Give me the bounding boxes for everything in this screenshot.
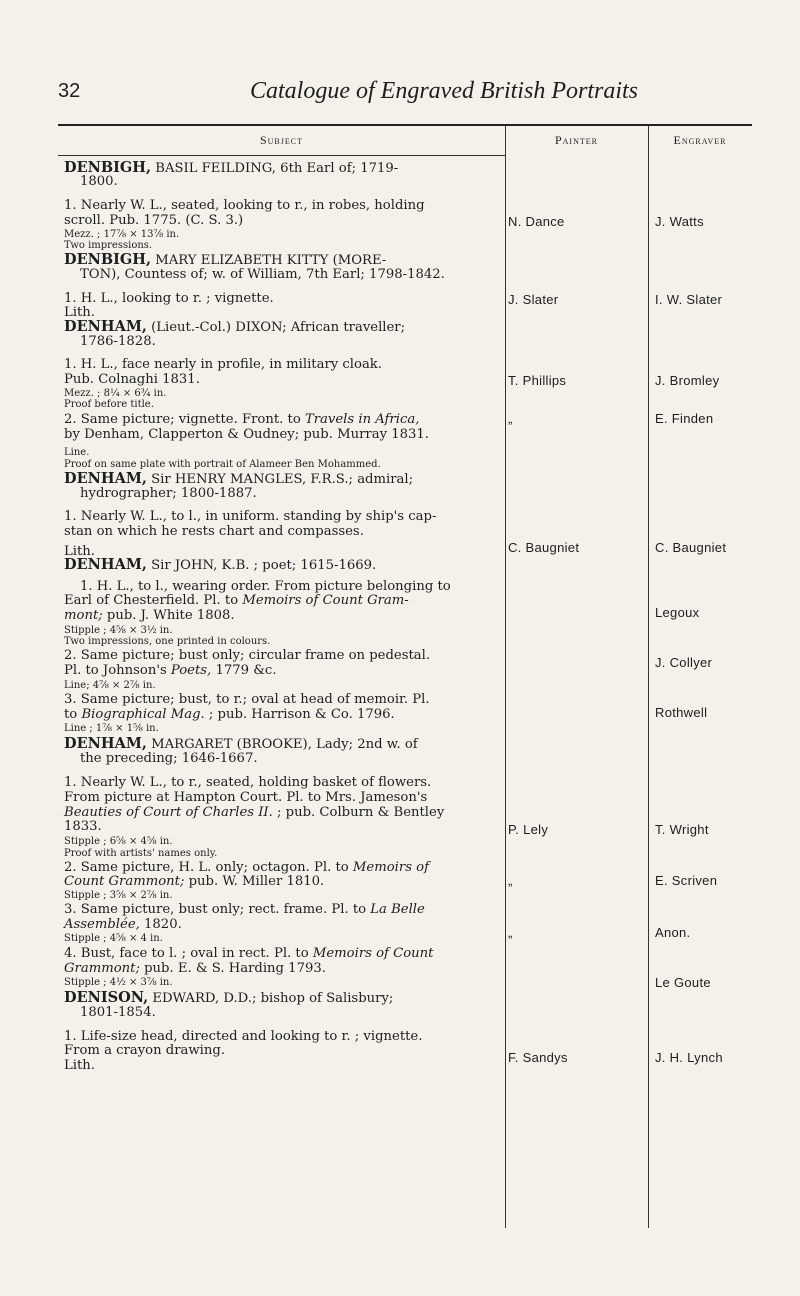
column-divider (505, 126, 506, 1228)
engraver-name: T. Wright (655, 822, 709, 837)
entry-line: Line. (64, 447, 90, 458)
painter-name: T. Phillips (508, 373, 567, 388)
entry-line: 1833. (64, 819, 102, 834)
entry-line: the preceding; 1646-1667. (80, 751, 258, 766)
entry-line: Stipple ; 3⅝ × 2⅞ in. (64, 890, 173, 901)
entry-heading: DENHAM, Sir JOHN, K.B. ; poet; 1615-1669. (64, 556, 377, 573)
entry-line: Assemblée, 1820. (64, 917, 182, 932)
painter-name: P. Lely (508, 822, 549, 837)
entry-heading: DENHAM, MARGARET (BROOKE), Lady; 2nd w. of (64, 735, 418, 752)
entry-line: Line; 4⅞ × 2⅞ in. (64, 680, 156, 691)
entry-line: Count Grammont; pub. W. Miller 1810. (64, 874, 325, 889)
engraver-name: Rothwell (655, 705, 708, 720)
painter-name: „ (508, 873, 513, 888)
entry-line: scroll. Pub. 1775. (C. S. 3.) (64, 213, 244, 228)
engraver-name: Anon. (655, 925, 691, 940)
entry-line: 1786-1828. (80, 334, 156, 349)
entry-heading: DENBIGH, MARY ELIZABETH KITTY (MORE- (64, 251, 387, 268)
entry-line: 1. Life-size head, directed and looking to r. ; vignette. (64, 1029, 423, 1044)
entry-line: Lith. (64, 305, 95, 320)
entry-line: Pub. Colnaghi 1831. (64, 372, 200, 387)
painter-name: „ (508, 411, 513, 426)
entry-line: Lith. (64, 544, 95, 559)
engraver-name: J. Bromley (655, 373, 720, 388)
entry-line: From picture at Hampton Court. Pl. to Mrs. Jameson's (64, 790, 428, 805)
engraver-name: J. Collyer (655, 655, 713, 670)
entry-line: 1. H. L., face nearly in profile, in military cloak. (64, 357, 382, 372)
entry-line: Two impressions, one printed in colours. (64, 636, 271, 647)
entry-line: by Denham, Clapperton & Oudney; pub. Murray 1831. (64, 427, 429, 442)
entry-heading: DENBIGH, BASIL FEILDING, 6th Earl of; 1719- (64, 159, 399, 176)
engraver-name: J. H. Lynch (655, 1050, 723, 1065)
painter-name: „ (508, 925, 513, 940)
entry-line: hydrographer; 1800-1887. (80, 486, 257, 501)
entry-line: Lith. (64, 1058, 95, 1073)
entry-line: 2. Same picture, H. L. only; octagon. Pl. to Memoirs of (64, 860, 429, 875)
entry-line: Earl of Chesterfield. Pl. to Memoirs of Count Gram- (64, 593, 409, 608)
entry-line: 2. Same picture; vignette. Front. to Travels in Africa, (64, 412, 420, 427)
engraver-name: Le Goute (655, 975, 711, 990)
entry-heading: DENHAM, Sir HENRY MANGLES, F.R.S.; admiral; (64, 470, 414, 487)
running-title: Catalogue of Engraved British Portraits (250, 78, 638, 104)
entry-line: to Biographical Mag. ; pub. Harrison & Co. 1796. (64, 707, 395, 722)
entry-line: 1. H. L., looking to r. ; vignette. (64, 291, 274, 306)
entry-line: Two impressions. (64, 240, 153, 251)
engraver-name: C. Baugniet (655, 540, 727, 555)
entry-line: Proof with artists' names only. (64, 848, 218, 859)
entry-line: TON), Countess of; w. of William, 7th Earl; 1798-1842. (80, 267, 445, 282)
entry-line: Proof before title. (64, 399, 154, 410)
entry-line: Mezz. ; 8¼ × 6¾ in. (64, 388, 167, 399)
entry-line: 3. Same picture, bust only; rect. frame. Pl. to La Belle (64, 902, 425, 917)
entry-line: 1801-1854. (80, 1005, 156, 1020)
engraver-name: Legoux (655, 605, 700, 620)
entry-line: 1. Nearly W. L., to l., in uniform. standing by ship's cap- (64, 509, 437, 524)
entry-line: 3. Same picture; bust, to r.; oval at head of memoir. Pl. (64, 692, 430, 707)
entry-heading: DENHAM, (Lieut.-Col.) DIXON; African traveller; (64, 318, 406, 335)
entry-line: Grammont; pub. E. & S. Harding 1793. (64, 961, 326, 976)
entry-line: 1. Nearly W. L., seated, looking to r., in robes, holding (64, 198, 425, 213)
painter-name: N. Dance (508, 214, 565, 229)
entry-line: Stipple ; 4½ × 3⅞ in. (64, 977, 173, 988)
entry-line: Beauties of Court of Charles II. ; pub. Colburn & Bentley (64, 805, 445, 820)
entry-line: Line ; 1⅞ × 1⅝ in. (64, 723, 159, 734)
engraver-name: I. W. Slater (655, 292, 723, 307)
engraver-name: E. Finden (655, 411, 714, 426)
header-rule (58, 155, 505, 156)
header-subject: Subject (259, 133, 303, 147)
entry-line: 1800. (80, 174, 118, 189)
entry-line: 1. Nearly W. L., to r., seated, holding basket of flowers. (64, 775, 432, 790)
entry-line: Mezz. ; 17⅞ × 13⅞ in. (64, 229, 180, 240)
entry-line: From a crayon drawing. (64, 1043, 226, 1058)
entry-line: 4. Bust, face to l. ; oval in rect. Pl. to Memoirs of Count (64, 946, 434, 961)
entry-line: mont; pub. J. White 1808. (64, 608, 235, 623)
page-number: 32 (58, 80, 81, 102)
entry-line: Stipple ; 4⅝ × 4 in. (64, 933, 163, 944)
painter-name: F. Sandys (508, 1050, 568, 1065)
entry-line: Pl. to Johnson's Poets, 1779 &c. (64, 663, 277, 678)
entry-line: stan on which he rests chart and compasses. (64, 524, 364, 539)
column-divider (648, 126, 649, 1228)
engraver-name: E. Scriven (655, 873, 718, 888)
entry-line: Proof on same plate with portrait of Alameer Ben Mohammed. (64, 459, 381, 470)
header-engraver: Engraver (673, 133, 727, 147)
header-painter: Painter (554, 133, 598, 147)
entry-line: 1. H. L., to l., wearing order. From picture belonging to (80, 579, 451, 594)
entry-line: 2. Same picture; bust only; circular frame on pedestal. (64, 648, 431, 663)
entry-line: Stipple ; 6⅝ × 4⅝ in. (64, 836, 173, 847)
painter-name: J. Slater (508, 292, 559, 307)
engraver-name: J. Watts (655, 214, 704, 229)
entry-line: Stipple ; 4⅝ × 3½ in. (64, 625, 173, 636)
painter-name: C. Baugniet (508, 540, 580, 555)
entry-heading: DENISON, EDWARD, D.D.; bishop of Salisbury; (64, 989, 394, 1006)
